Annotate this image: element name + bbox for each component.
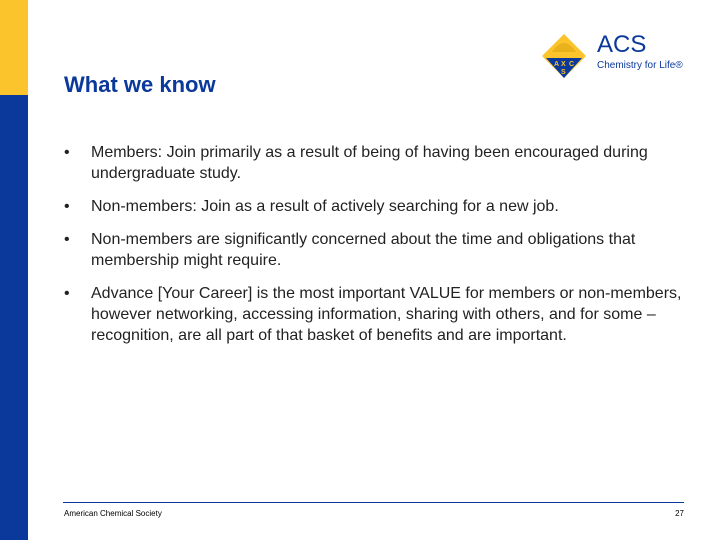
acs-logo <box>540 28 700 84</box>
logo-acs-text: ACS <box>597 31 647 58</box>
bullet-list <box>64 142 684 358</box>
accent-bar-yellow <box>0 0 28 95</box>
page-number: 27 <box>675 509 684 518</box>
list-item: • Non-members: Join as a result of actively searching for a new job. <box>64 198 559 215</box>
list-item: • Members: Join primarily as a result of being of having been encouraged during undergraduate study. <box>64 144 648 182</box>
svg-text:A: A <box>554 61 560 68</box>
footer-org: American Chemical Society <box>64 509 162 518</box>
footer-divider <box>63 502 684 503</box>
svg-text:C: C <box>569 61 575 68</box>
logo-tagline: Chemistry for Life® <box>597 60 683 71</box>
slide-title: What we know <box>64 72 216 97</box>
accent-bar-blue <box>0 95 28 540</box>
svg-text:X: X <box>561 61 566 68</box>
list-item: • Advance [Your Career] is the most important VALUE for members or non-members, however networking, accessing information, sharing with others, and for some – recognition, are all part of that basket of benefits and are important. <box>64 285 682 344</box>
list-item: • Non-members are significantly concerned about the time and obligations that membership might require. <box>64 231 636 269</box>
svg-text:S: S <box>561 69 566 76</box>
